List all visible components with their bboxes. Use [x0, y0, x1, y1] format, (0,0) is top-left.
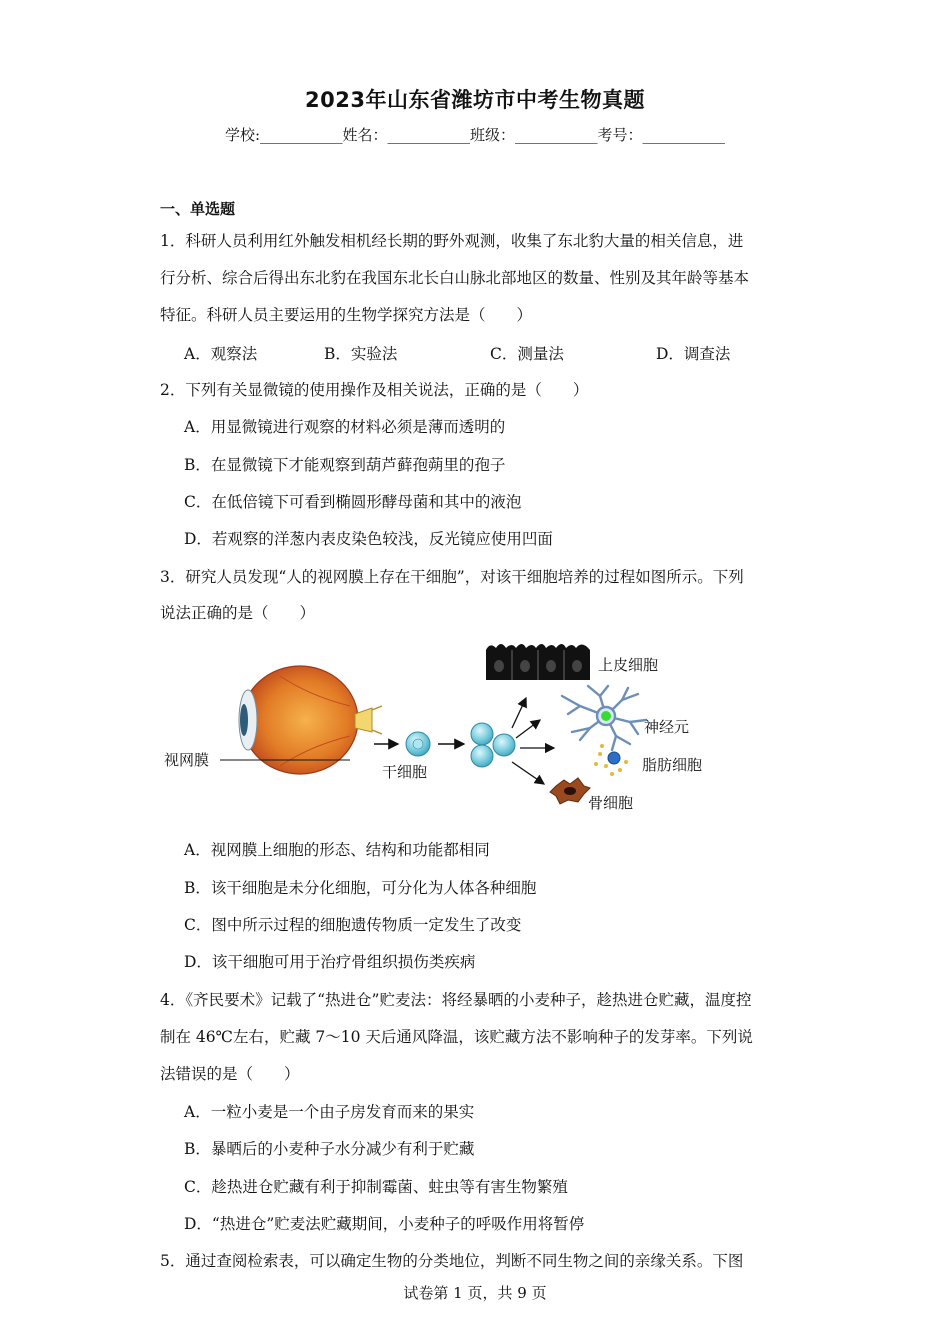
q2-option-d: D．若观察的洋葱内表皮染色较浅，反光镜应使用凹面 [184, 530, 553, 548]
bone-cell-label: 骨细胞 [588, 794, 634, 812]
q3-option-c: C．图中所示过程的细胞遗传物质一定发生了改变 [184, 916, 522, 934]
q3-line-2: 说法正确的是（ ） [160, 604, 316, 622]
q1-options [184, 342, 804, 362]
q3-line-1: 3．研究人员发现“人的视网膜上存在干细胞”，对该干细胞培养的过程如图所示。下列 [160, 568, 744, 586]
retina-label: 视网膜 [164, 751, 210, 769]
q4-line-1: 4．《齐民要术》记载了“热进仓”贮麦法：将经暴晒的小麦种子，趁热进仓贮藏，温度控 [160, 991, 752, 1009]
bone-cell-icon [550, 778, 590, 804]
epithelial-label: 上皮细胞 [598, 656, 659, 674]
q1-option-a: A．观察法 [184, 345, 258, 363]
stem-cell-label: 干细胞 [382, 763, 428, 781]
q4-line-3: 法错误的是（ ） [160, 1065, 300, 1083]
q3-option-b: B．该干细胞是未分化细胞，可分化为人体各种细胞 [184, 879, 537, 897]
q2-option-a: A．用显微镜进行观察的材料必须是薄而透明的 [184, 418, 506, 436]
stem-cell-icon [406, 732, 430, 756]
q3-option-a: A．视网膜上细胞的形态、结构和功能都相同 [184, 841, 490, 859]
q4-option-c: C．趁热进仓贮藏有利于抑制霉菌、蛀虫等有害生物繁殖 [184, 1178, 568, 1196]
eyeball-icon [239, 666, 382, 774]
q1-option-c: C．测量法 [490, 345, 564, 363]
q5-line-1: 5．通过查阅检索表，可以确定生物的分类地位，判断不同生物之间的亲缘关系。下图 [160, 1252, 744, 1270]
page-title: 2023年山东省潍坊市中考生物真题 [305, 88, 645, 112]
q2-line-1: 2．下列有关显微镜的使用操作及相关说法，正确的是（ ） [160, 381, 589, 399]
q4-option-b: B．暴晒后的小麦种子水分减少有利于贮藏 [184, 1140, 475, 1158]
arrow-to-neuron [516, 720, 540, 738]
q1-option-d: D．调查法 [656, 345, 731, 363]
q4-option-d: D．“热进仓”贮麦法贮藏期间，小麦种子的呼吸作用将暂停 [184, 1215, 585, 1233]
dividing-cells-icon [471, 723, 515, 767]
page-footer: 试卷第 1 页，共 9 页 [403, 1284, 547, 1302]
fat-cell-label: 脂肪细胞 [642, 756, 703, 774]
arrow-to-epithelial [512, 698, 526, 728]
stem-cell-diagram [160, 636, 760, 826]
student-info-line: 学校:___________姓名：___________班级：___________考号：___________ [224, 126, 726, 144]
q2-option-c: C．在低倍镜下可看到椭圆形酵母菌和其中的液泡 [184, 493, 522, 511]
epithelial-cells-icon [486, 644, 590, 680]
neuron-label: 神经元 [644, 718, 690, 736]
neuron-icon [562, 686, 646, 750]
arrow-to-bone-cell [512, 762, 544, 784]
q4-option-a: A．一粒小麦是一个由子房发育而来的果实 [184, 1103, 475, 1121]
section-title: 一、单选题 [160, 200, 236, 218]
q4-line-2: 制在 46℃左右，贮藏 7～10 天后通风降温，该贮藏方法不影响种子的发芽率。下列说 [160, 1028, 753, 1046]
q1-line-1: 1．科研人员利用红外触发相机经长期的野外观测，收集了东北豹大量的相关信息，进 [160, 232, 744, 250]
fat-cell-icon [594, 744, 628, 776]
q1-line-3: 特征。科研人员主要运用的生物学探究方法是（ ） [160, 306, 533, 324]
q3-option-d: D．该干细胞可用于治疗骨组织损伤类疾病 [184, 953, 476, 971]
q1-option-b: B．实验法 [324, 345, 398, 363]
q2-option-b: B．在显微镜下才能观察到葫芦藓孢蒴里的孢子 [184, 456, 506, 474]
q1-line-2: 行分析、综合后得出东北豹在我国东北长白山脉北部地区的数量、性别及其年龄等基本 [160, 269, 750, 287]
